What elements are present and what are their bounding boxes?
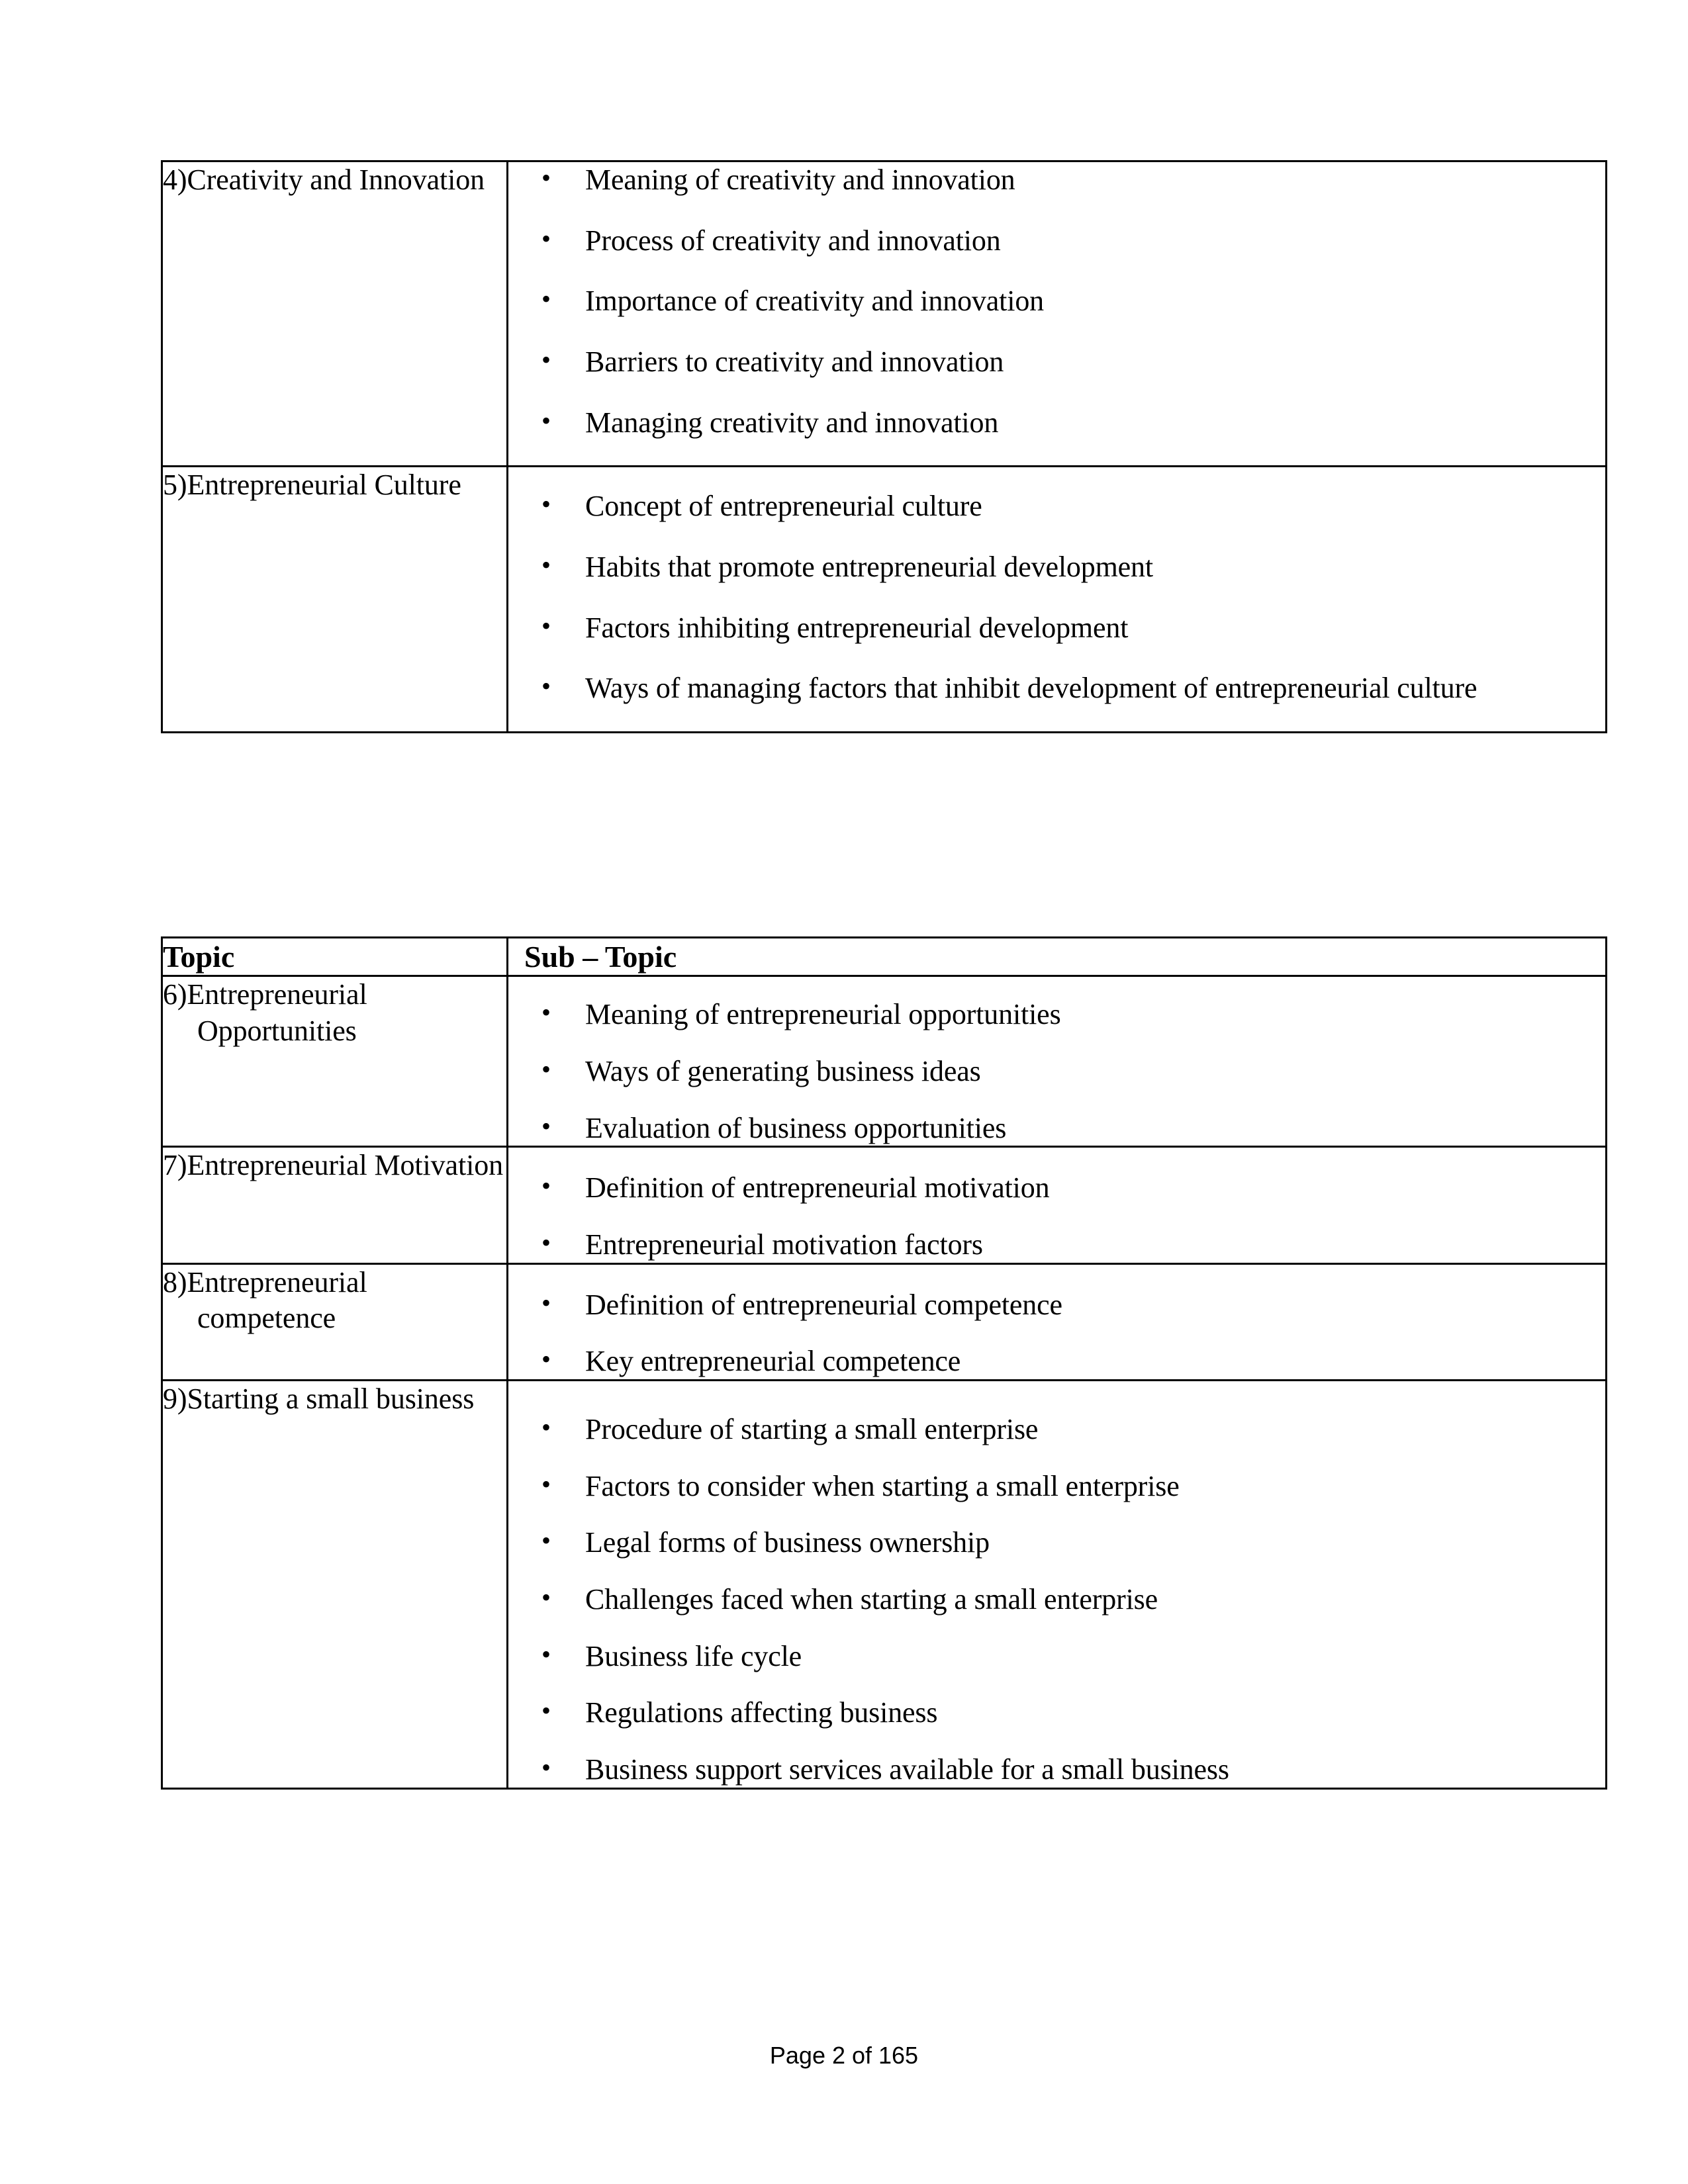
bullet-icon: • bbox=[541, 345, 551, 375]
subtopic-list bbox=[508, 1287, 1605, 1379]
bullet-icon: • bbox=[541, 671, 551, 702]
list-item-text: Evaluation of business opportunities bbox=[585, 1111, 1007, 1144]
bullet-icon: • bbox=[541, 1227, 551, 1257]
bullet-icon: • bbox=[541, 489, 551, 520]
topic-cell bbox=[162, 161, 508, 467]
list-item-text: Factors inhibiting entrepreneurial development bbox=[585, 611, 1129, 644]
topic-label: 9)Starting a small business bbox=[163, 1382, 475, 1415]
list-item bbox=[508, 1111, 1605, 1146]
bullet-icon: • bbox=[541, 610, 551, 641]
page-footer: Page 2 of 165 bbox=[769, 2042, 919, 2069]
table-row bbox=[162, 976, 1607, 1147]
list-item bbox=[508, 1639, 1605, 1674]
table-row bbox=[162, 1380, 1607, 1788]
list-item bbox=[508, 1287, 1605, 1323]
list-item-text: Legal forms of business ownership bbox=[585, 1526, 990, 1559]
list-item bbox=[508, 1695, 1605, 1731]
topic-label: 7)Entrepreneurial Motivation bbox=[163, 1149, 504, 1182]
list-item bbox=[508, 223, 1605, 259]
syllabus-table-one bbox=[161, 160, 1607, 733]
bullet-icon: • bbox=[541, 1344, 551, 1375]
list-item bbox=[508, 162, 1605, 198]
list-item bbox=[508, 670, 1605, 706]
list-item-text: Habits that promote entrepreneurial development bbox=[585, 551, 1153, 584]
list-item bbox=[508, 1054, 1605, 1089]
list-item-text: Ways of managing factors that inhibit development of entrepreneurial culture bbox=[585, 672, 1477, 705]
list-item-text: Meaning of creativity and innovation bbox=[585, 163, 1015, 196]
topic-cell bbox=[162, 1380, 508, 1788]
list-item-text: Barriers to creativity and innovation bbox=[585, 345, 1004, 379]
list-item bbox=[508, 1582, 1605, 1617]
topic-label: 6)Entrepreneurial Opportunities bbox=[163, 978, 367, 1047]
list-item-text: Meaning of entrepreneurial opportunities bbox=[585, 998, 1061, 1031]
list-item bbox=[508, 997, 1605, 1032]
bullet-icon: • bbox=[541, 1287, 551, 1318]
bullet-icon: • bbox=[541, 223, 551, 253]
bullet-icon: • bbox=[541, 1696, 551, 1726]
topic-label: 8)Entrepreneurial competence bbox=[163, 1265, 367, 1335]
list-item-text: Importance of creativity and innovation bbox=[585, 285, 1045, 318]
subtopic-list bbox=[508, 1412, 1605, 1788]
list-item-text: Business life cycle bbox=[585, 1639, 802, 1672]
column-header-topic bbox=[162, 938, 508, 976]
list-item bbox=[508, 1227, 1605, 1263]
list-item-text: Factors to consider when starting a small enterprise bbox=[585, 1469, 1180, 1502]
list-item bbox=[508, 344, 1605, 380]
list-item-text: Concept of entrepreneurial culture bbox=[585, 490, 982, 523]
list-item-text: Regulations affecting business bbox=[585, 1696, 938, 1729]
subtopic-list bbox=[508, 997, 1605, 1146]
list-item bbox=[508, 405, 1605, 441]
list-item bbox=[508, 1469, 1605, 1504]
table-row bbox=[162, 161, 1607, 467]
topic-cell bbox=[162, 467, 508, 733]
list-item bbox=[508, 610, 1605, 646]
table-row bbox=[162, 1263, 1607, 1380]
list-item-text: Procedure of starting a small enterprise bbox=[585, 1412, 1039, 1445]
subtopic-list bbox=[508, 1170, 1605, 1262]
list-item bbox=[508, 283, 1605, 319]
list-item-text: Definition of entrepreneurial motivation bbox=[585, 1171, 1050, 1205]
topic-label: 4)Creativity and Innovation bbox=[163, 163, 485, 196]
syllabus-table-two bbox=[161, 936, 1607, 1790]
subtopic-cell bbox=[508, 1263, 1607, 1380]
bullet-icon: • bbox=[541, 284, 551, 314]
bullet-icon: • bbox=[541, 1639, 551, 1669]
list-item bbox=[508, 488, 1605, 524]
bullet-icon: • bbox=[541, 163, 551, 193]
list-item-text: Managing creativity and innovation bbox=[585, 406, 999, 439]
bullet-icon: • bbox=[541, 1525, 551, 1556]
subtopic-cell bbox=[508, 976, 1607, 1147]
bullet-icon: • bbox=[541, 1171, 551, 1201]
subtopic-cell bbox=[508, 467, 1607, 733]
list-item bbox=[508, 1525, 1605, 1561]
subtopic-cell bbox=[508, 161, 1607, 467]
topic-cell bbox=[162, 976, 508, 1147]
table-header-row bbox=[162, 938, 1607, 976]
bullet-icon: • bbox=[541, 1469, 551, 1499]
table-row bbox=[162, 1147, 1607, 1263]
bullet-icon: • bbox=[541, 997, 551, 1028]
subtopic-cell bbox=[508, 1380, 1607, 1788]
bullet-icon: • bbox=[541, 1412, 551, 1442]
list-item-text: Key entrepreneurial competence bbox=[585, 1345, 961, 1378]
list-item bbox=[508, 1412, 1605, 1447]
list-item bbox=[508, 1170, 1605, 1206]
list-item-text: Business support services available for a small business bbox=[585, 1752, 1229, 1786]
bullet-icon: • bbox=[541, 550, 551, 580]
list-item-text: Process of creativity and innovation bbox=[585, 224, 1001, 257]
list-item bbox=[508, 1752, 1605, 1788]
bullet-icon: • bbox=[541, 1582, 551, 1612]
topic-cell bbox=[162, 1147, 508, 1263]
list-item-text: Definition of entrepreneurial competence bbox=[585, 1288, 1062, 1321]
subtopic-list bbox=[508, 488, 1605, 706]
list-item bbox=[508, 549, 1605, 585]
list-item-text: Ways of generating business ideas bbox=[585, 1054, 981, 1087]
table-row bbox=[162, 467, 1607, 733]
bullet-icon: • bbox=[541, 1111, 551, 1141]
column-header-topic-label: Topic bbox=[163, 940, 235, 974]
topic-label: 5)Entrepreneurial Culture bbox=[163, 469, 461, 502]
subtopic-list bbox=[508, 162, 1605, 440]
bullet-icon: • bbox=[541, 1752, 551, 1782]
column-header-subtopic bbox=[508, 938, 1607, 976]
list-item bbox=[508, 1343, 1605, 1379]
column-header-subtopic-label: Sub – Topic bbox=[524, 940, 677, 974]
list-item-text: Challenges faced when starting a small enterprise bbox=[585, 1582, 1158, 1615]
bullet-icon: • bbox=[541, 405, 551, 435]
topic-cell bbox=[162, 1263, 508, 1380]
bullet-icon: • bbox=[541, 1054, 551, 1084]
subtopic-cell bbox=[508, 1147, 1607, 1263]
list-item-text: Entrepreneurial motivation factors bbox=[585, 1228, 983, 1261]
